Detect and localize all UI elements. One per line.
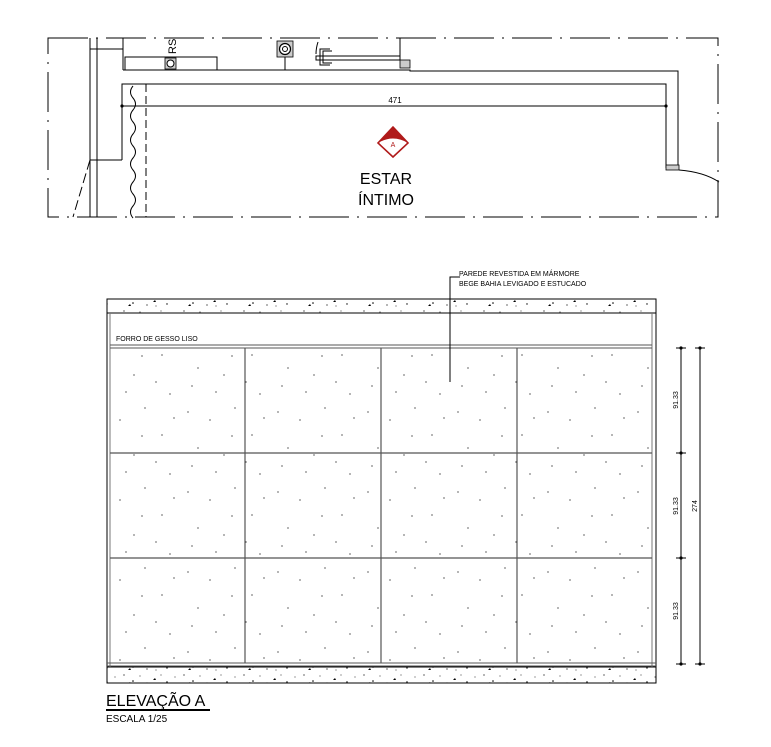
wall-note-line2: BEGE BAHIA LEVIGADO E ESTUCADO <box>459 281 587 288</box>
door-jamb <box>666 165 679 170</box>
elevation-view <box>106 269 705 725</box>
elevation-scale: ESCALA 1/25 <box>106 714 168 725</box>
outlet-icon <box>280 44 291 55</box>
dim-row-2: 91.33 <box>673 497 680 515</box>
dim-row-3: 91.33 <box>673 602 680 620</box>
height-dimensions <box>673 346 705 665</box>
fixture-label: RS <box>167 38 179 54</box>
section-boundary <box>48 38 718 217</box>
dim-total: 274 <box>692 500 699 512</box>
ceiling-label: FORRO DE GESSO LISO <box>116 336 198 343</box>
elevation-title: ELEVAÇÃO A <box>106 693 206 710</box>
elevation-marker-icon <box>378 127 408 157</box>
dim-row-1: 91.33 <box>673 391 680 409</box>
top-slab <box>107 299 656 313</box>
svg-text:A: A <box>390 142 396 149</box>
dimension-width-label: 471 <box>388 96 402 105</box>
room-name-line1: ESTAR <box>359 171 413 188</box>
wall-note-line1: PAREDE REVESTIDA EM MÁRMORE <box>459 271 580 278</box>
bottom-slab <box>107 667 656 683</box>
outlet-icon <box>167 60 174 67</box>
floor-plan <box>48 38 719 218</box>
room-name-line2: ÍNTIMO <box>358 192 414 209</box>
door-swing-icon <box>679 170 719 182</box>
